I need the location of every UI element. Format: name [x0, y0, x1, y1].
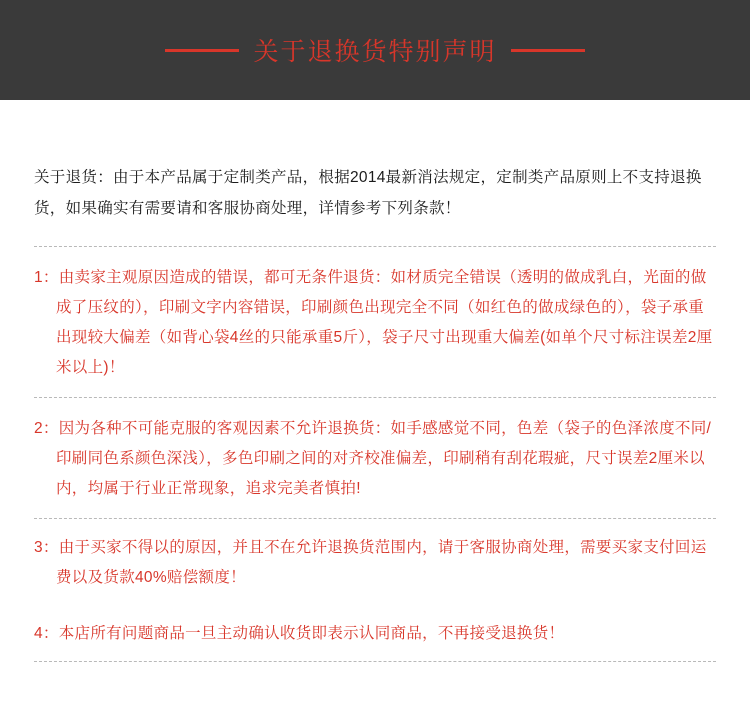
clause-item-3 [34, 519, 716, 605]
clause-item-2 [34, 398, 716, 518]
banner-inner [165, 32, 584, 68]
clause-item-4 [34, 605, 716, 661]
intro-paragraph: 关于退货：由于本产品属于定制类产品，根据2014最新消法规定，定制类产品原则上不支持退换货，如果确实有需要请和客服协商处理，详情参考下列条款！ [34, 169, 702, 217]
clause-item-1 [34, 247, 716, 397]
clause-text-2: 2：因为各种不可能克服的客观因素不允许退换货：如手感感觉不同，色差（袋子的色泽浓度不同/印刷同色系颜色深浅），多色印刷之间的对齐校准偏差，印刷稍有刮花瑕疵，尺寸误差2厘米以内，均属于行业正常现象，追求完美者慎拍! [34, 420, 712, 497]
divider-4 [34, 661, 716, 662]
banner-header [0, 0, 750, 100]
banner-right-rule-icon [511, 49, 585, 52]
clause-text-4: 4：本店所有问题商品一旦主动确认收货即表示认同商品，不再接受退换货！ [34, 625, 565, 642]
page-title: 关于退换货特别声明 [253, 38, 497, 66]
clause-text-1: 1：由卖家主观原因造成的错误，都可无条件退货：如材质完全错误（透明的做成乳白，光面的做成了压纹的），印刷文字内容错误，印刷颜色出现完全不同（如红色的做成绿色的），袋子承重出现较大偏差（如背心袋4丝的只能承重5斤），袋子尺寸出现重大偏差(如单个尺寸标注误差2厘米以上)！ [34, 269, 713, 376]
policy-content [0, 100, 750, 662]
clause-text-3: 3：由于买家不得以的原因，并且不在允许退换货范围内，请于客服协商处理，需要买家支付回运费以及货款40%赔偿额度！ [34, 539, 707, 586]
banner-left-rule-icon [165, 49, 239, 52]
